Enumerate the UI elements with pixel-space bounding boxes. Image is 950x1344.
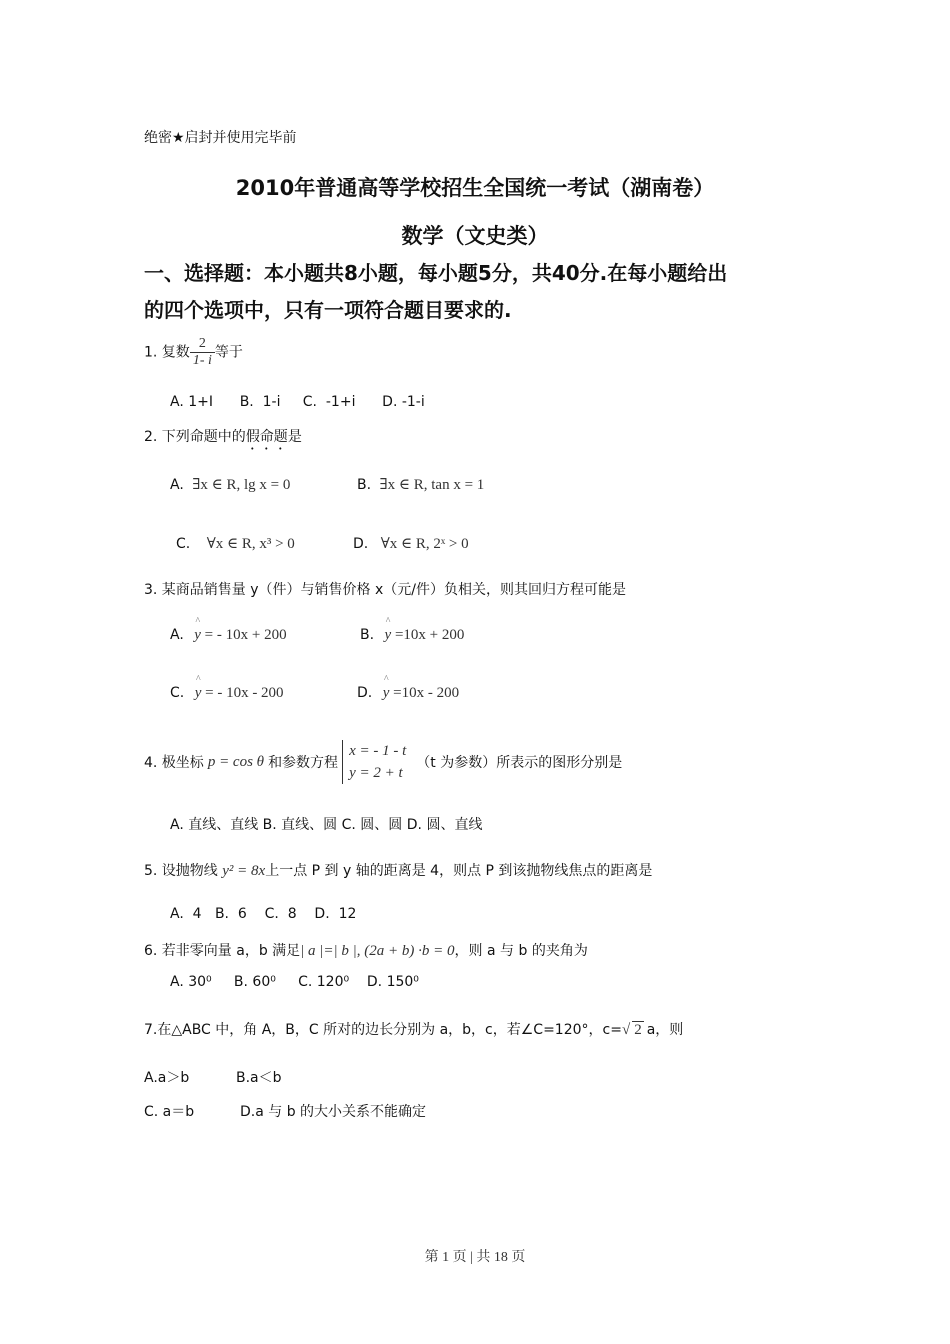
q1-frac-num: 2 (190, 336, 215, 353)
q7-stem-prefix: 7.在△ABC 中，角 A，B，C 所对的边长分别为 a，b，c，若∠C=120°，c= (144, 1022, 622, 1038)
q3-option-d (357, 685, 459, 702)
q3-option-d-math: =10x - 200 (393, 685, 460, 701)
q2-option-a (170, 475, 290, 494)
question-7 (144, 1019, 683, 1039)
page-subtitle: 数学（文史类） (401, 224, 549, 248)
q2-stem-suffix: 是 (287, 429, 302, 445)
q7-option-a: A.a＞b (144, 1070, 190, 1086)
page-footer: 第 1 页 | 共 18 页 (424, 1250, 526, 1265)
question-6 (144, 940, 588, 960)
q6-options: A. 30⁰ B. 60⁰ C. 120⁰ D. 150⁰ (170, 974, 419, 990)
q2-option-c-math: ∀x ∈ R, x³ > 0 (206, 536, 295, 552)
q4-eq2: y = 2 + t (349, 765, 403, 781)
q5-stem-suffix: 上一点 P 到 y 轴的距离是 4，则点 P 到该抛物线焦点的距离是 (265, 863, 653, 879)
q1-options: A. 1+I B. 1-i C. -1+i D. -1-i (170, 394, 425, 410)
q3-option-b-label: B. (360, 627, 375, 643)
q5-options: A. 4 B. 6 C. 8 D. 12 (170, 906, 357, 922)
q1-frac-den: 1- i (192, 353, 212, 368)
q2-option-b-math: ∃x ∈ R, tan x = 1 (379, 477, 485, 493)
question-4 (144, 740, 622, 784)
q7-option-b: B.a＜b (236, 1070, 282, 1086)
q3-option-a (170, 627, 287, 644)
question-2 (144, 426, 302, 453)
q3-option-b (360, 627, 464, 644)
question-5 (144, 860, 652, 880)
q6-stem-suffix: ，则 a 与 b 的夹角为 (454, 943, 588, 959)
q4-eq1: x = - 1 - t (349, 743, 407, 759)
question-1 (144, 336, 243, 369)
q3-option-a-math: = - 10x + 200 (204, 627, 287, 643)
q7-option-d: D.a 与 b 的大小关系不能确定 (240, 1104, 427, 1120)
q7-stem-suffix: a，则 (646, 1022, 684, 1038)
q3-option-c-label: C. (170, 685, 185, 701)
q2-option-c-label: C. (176, 536, 191, 552)
q2-option-d-label: D. (353, 536, 369, 552)
q2-option-a-math: ∃x ∈ R, lg x = 0 (192, 477, 291, 493)
q1-stem-prefix: 1. 复数 (144, 344, 190, 361)
sqrt-symbol: √ (621, 1022, 631, 1038)
section-heading-line1: 一、选择题：本小题共8小题，每小题5分，共40分.在每小题给出 (144, 261, 728, 285)
secret-line: 绝密★启封并使用完毕前 (144, 130, 297, 146)
q4-polar-equation: p = cos θ (207, 753, 265, 770)
q2-stem-prefix: 2. 下列命题中的 (144, 429, 246, 445)
q2-option-b-label: B. (357, 477, 372, 493)
q6-stem-prefix: 6. 若非零向量 a，b 满足 (144, 943, 301, 959)
question-3: 3. 某商品销售量 y（件）与销售价格 x（元/件）负相关，则其回归方程可能是 (144, 582, 626, 598)
q5-stem-prefix: 5. 设抛物线 (144, 863, 218, 879)
q2-option-a-label: A. (170, 477, 184, 493)
q3-option-d-label: D. (357, 685, 373, 701)
q3-option-c (170, 685, 284, 702)
q2-option-c (176, 534, 295, 553)
q4-parametric-system (342, 740, 406, 784)
page-title: 2010年普通高等学校招生全国统一考试（湖南卷） (235, 176, 715, 200)
q7-sqrt-value: 2 (634, 1022, 642, 1038)
q3-option-a-label: A. (170, 627, 184, 643)
q4-stem-mid: 和参数方程 (268, 755, 339, 771)
q2-option-d-math: ∀x ∈ R, 2ˣ > 0 (380, 536, 469, 552)
q2-option-b (357, 475, 484, 494)
q6-condition: | a |=| b |, (2a + b) ·b = 0 (300, 943, 455, 959)
q4-stem-suffix: （t 为参数）所表示的图形分别是 (416, 755, 623, 771)
hat-y-symbol: ^ y (195, 685, 202, 702)
hat-y-symbol: ^ y (385, 627, 392, 644)
q5-parabola: y² = 8x (222, 863, 266, 879)
q1-stem-suffix: 等于 (214, 344, 243, 361)
q1-fraction (190, 336, 215, 369)
q7-option-c: C. a＝b (144, 1104, 195, 1120)
q2-option-d (353, 534, 469, 553)
section-heading-line2: 的四个选项中，只有一项符合题目要求的. (144, 298, 512, 322)
q3-option-b-math: =10x + 200 (394, 627, 465, 643)
q3-option-c-math: = - 10x - 200 (205, 685, 284, 701)
hat-y-symbol: ^ y (194, 627, 201, 644)
q2-stem-emphasis: 假命题 (245, 429, 288, 445)
q4-stem-prefix: 4. 极坐标 (144, 755, 204, 771)
hat-y-symbol: ^ y (383, 685, 390, 702)
q4-options: A. 直线、直线 B. 直线、圆 C. 圆、圆 D. 圆、直线 (170, 817, 483, 833)
